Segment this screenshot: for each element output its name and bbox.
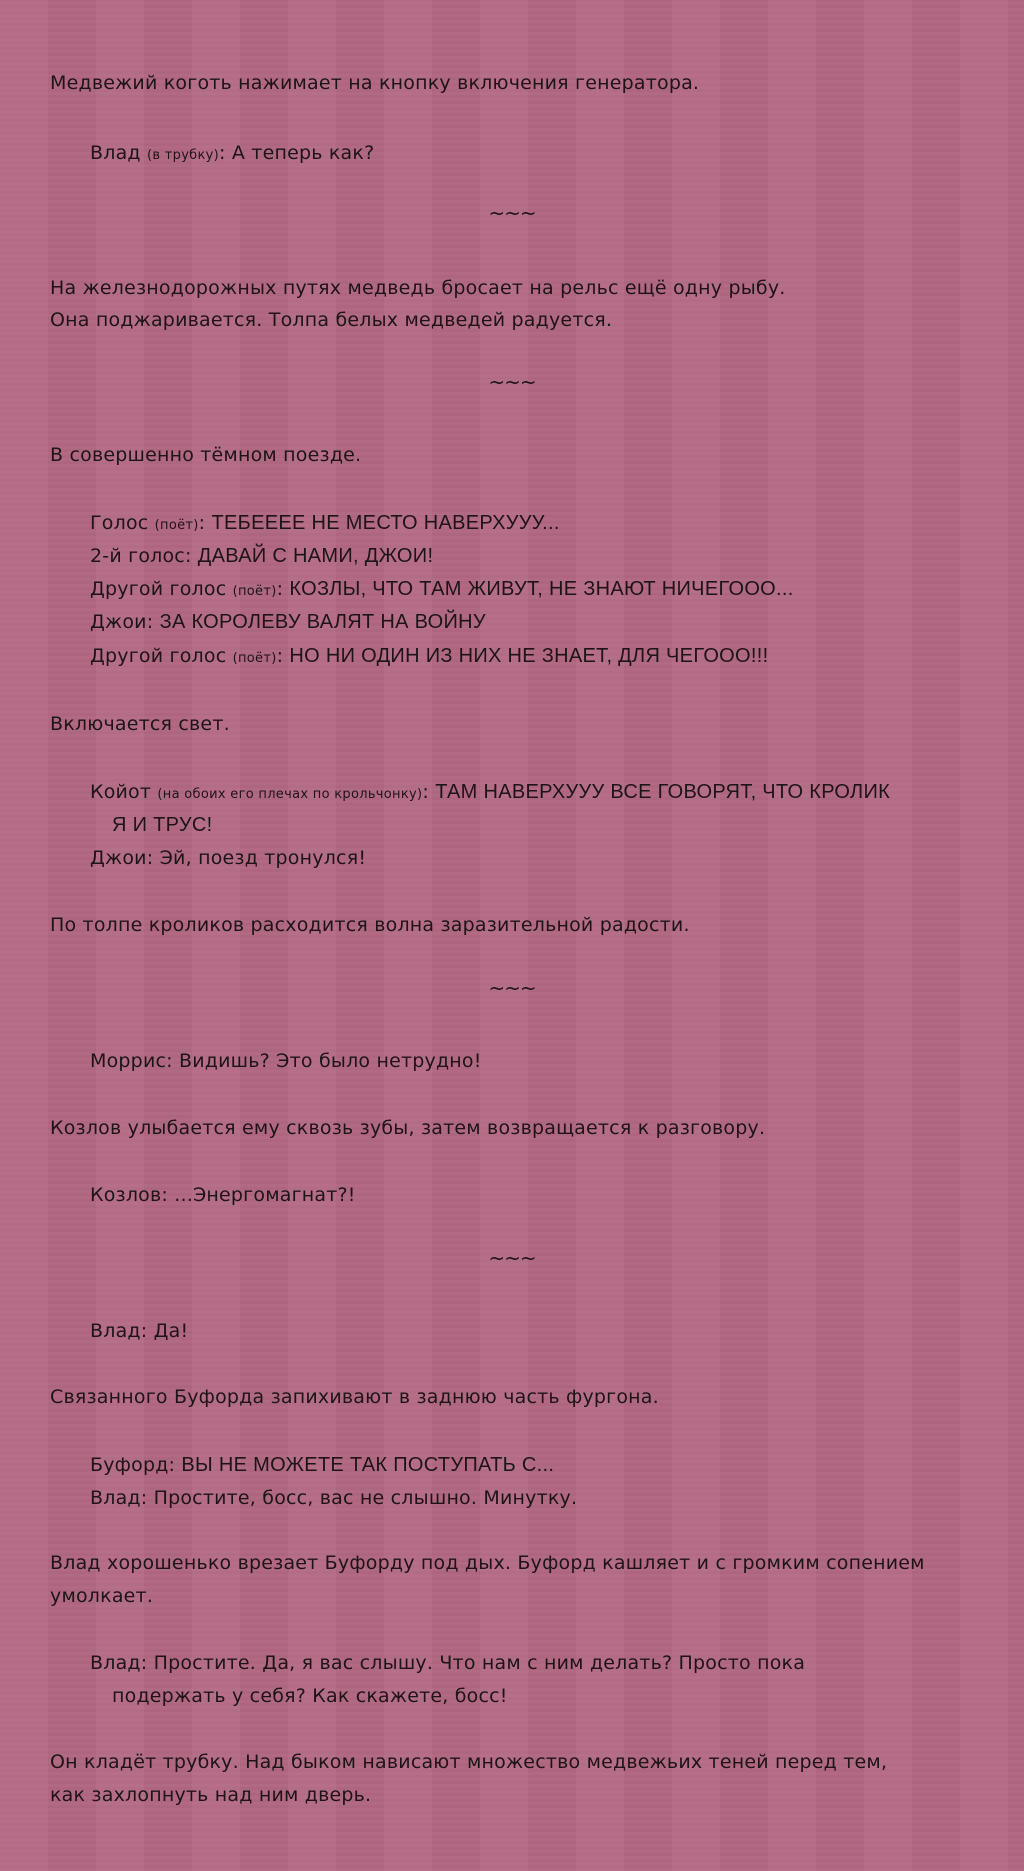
dialogue-line: Влад: Простите, босс, вас не слышно. Минутку. (90, 1487, 578, 1509)
speaker: Другой голос (90, 645, 233, 667)
speaker: Койот (90, 781, 158, 803)
stage-direction: (поёт) (154, 518, 199, 533)
scene-separator: ~~~ (488, 1246, 536, 1270)
stage-direction: (на обоих его плечах по крольчонку) (157, 787, 423, 802)
dialogue-line: Другой голос (поёт): НО НИ ОДИН ИЗ НИХ НЕ ЗНАЕТ, ДЛЯ ЧЕГООО!!! (90, 645, 769, 667)
dialogue-line: Койот (на обоих его плечах по крольчонку): ТАМ НАВЕРХУУУ ВСЕ ГОВОРЯТ, ЧТО КРОЛИК (90, 781, 891, 803)
dialogue-continuation: подержать у себя? Как скажете, босс! (112, 1685, 508, 1707)
narration-line: Козлов улыбается ему сквозь зубы, затем возвращается к разговору. (50, 1117, 766, 1139)
sung-text: НО НИ ОДИН ИЗ НИХ НЕ ЗНАЕТ, ДЛЯ ЧЕГООО!!! (289, 645, 769, 667)
dialogue-line: Козлов: ...Энергомагнат?! (90, 1184, 356, 1206)
scene-separator: ~~~ (488, 201, 536, 225)
dialogue-line: Влад: Да! (90, 1320, 189, 1342)
speaker: Голос (90, 512, 155, 534)
stage-direction: (поёт) (232, 651, 277, 666)
narration-line: как захлопнуть над ним дверь. (50, 1784, 372, 1806)
dialogue-line: Другой голос (поёт): КОЗЛЫ, ЧТО ТАМ ЖИВУТ, НЕ ЗНАЮТ НИЧЕГООО... (90, 578, 794, 600)
narration-line: Включается свет. (50, 713, 230, 735)
speaker: Влад (90, 142, 147, 164)
narration-line: Влад хорошенько врезает Буфорду под дых. Буфорд кашляет и с громким сопением (50, 1552, 925, 1574)
dialogue-line: Моррис: Видишь? Это было нетрудно! (90, 1050, 482, 1072)
sung-text: Я И ТРУС! (112, 814, 213, 836)
speaker: Буфорд: (90, 1454, 182, 1476)
narration-line: Медвежий коготь нажимает на кнопку включения генератора. (50, 72, 700, 94)
sung-text: КОЗЛЫ, ЧТО ТАМ ЖИВУТ, НЕ ЗНАЮТ НИЧЕГООО... (289, 578, 794, 600)
dialogue-line (90, 607, 486, 637)
stage-direction: (в трубку) (147, 148, 220, 163)
narration-line: Связанного Буфорда запихивают в заднюю часть фургона. (50, 1386, 659, 1408)
scene-separator: ~~~ (488, 370, 536, 394)
narration-line: На железнодорожных путях медведь бросает на рельс ещё одну рыбу. (50, 277, 786, 299)
dialogue-line (90, 541, 433, 571)
sung-text: ТЕБЕЕЕЕ НЕ МЕСТО НАВЕРХУУУ... (211, 512, 560, 534)
dialogue-line: Голос (поёт): ТЕБЕЕЕЕ НЕ МЕСТО НАВЕРХУУУ... (90, 512, 560, 534)
shouted-text: ДАВАЙ С НАМИ, ДЖОИ! (197, 545, 434, 567)
narration-line: По толпе кроликов расходится волна заразительной радости. (50, 914, 690, 936)
speaker: Джои: (90, 611, 160, 633)
dialogue-line: Джои: Эй, поезд тронулся! (90, 847, 367, 869)
dialogue-line (90, 1450, 554, 1480)
narration-line: В совершенно тёмном поезде. (50, 444, 362, 466)
scene-separator: ~~~ (488, 976, 536, 1000)
shouted-text: ЗА КОРОЛЕВУ ВАЛЯТ НА ВОЙНУ (159, 611, 486, 633)
dialogue-line: Влад (в трубку): А теперь как? (90, 142, 375, 164)
narration-line: умолкает. (50, 1585, 154, 1607)
shouted-text: ВЫ НЕ МОЖЕТЕ ТАК ПОСТУПАТЬ С... (181, 1454, 555, 1476)
dialogue-continuation (112, 810, 212, 840)
narration-line: Он кладёт трубку. Над быком нависают множество медвежьих теней перед тем, (50, 1751, 888, 1773)
sung-text: ТАМ НАВЕРХУУУ ВСЕ ГОВОРЯТ, ЧТО КРОЛИК (435, 781, 891, 803)
stage-direction: (поёт) (232, 584, 277, 599)
narration-line: Она поджаривается. Толпа белых медведей радуется. (50, 309, 613, 331)
dialogue-line: Влад: Простите. Да, я вас слышу. Что нам с ним делать? Просто пока (90, 1652, 806, 1674)
speaker: Другой голос (90, 578, 233, 600)
speaker: 2-й голос: (90, 545, 198, 567)
